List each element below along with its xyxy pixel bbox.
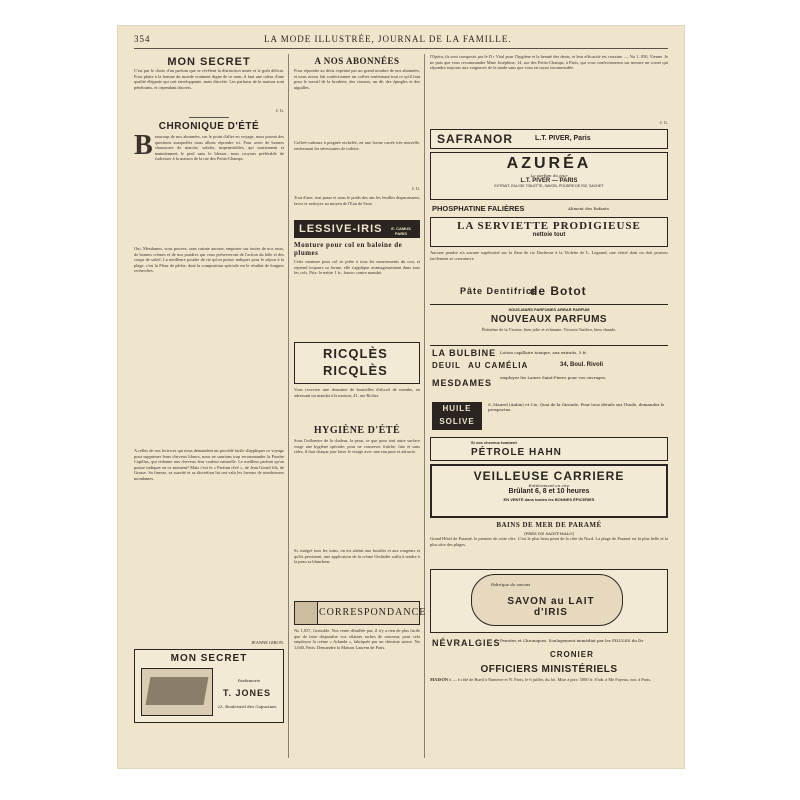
chronique-signature: JEANNE GIRON. [251,640,284,645]
journal-title: LA MODE ILLUSTRÉE, JOURNAL DE LA FAMILLE. [264,34,512,44]
ad-subtitle: Parfumerie [237,678,261,683]
nevralgies-text: Pensées et Chroniques. Soulagement immédiat par les PILULES du Dr [500,638,644,643]
maison-label: MAISON [430,677,449,682]
maison-listing [430,677,668,697]
serviette-tagline: nettoie tout [532,232,566,238]
monture-text: Cette monture pour col se prête à tous les mouvements du cou, et reprend toujours sa forme, elle s'applique avantageusement dans tous les cols. Prix: le mètre 1 fr., franco contre mandat. [294,259,420,276]
azurea-maker: L.T. PIVER — PARIS [520,178,578,184]
correspondance-text: No 1,037, Grenoble. Nos vente détaillée pas, il n'y a rien de plus facile que de faire disparaître vos vilaines taches de rousseur, pour cela employez la crème « Arlanda », fabriquée par un chimiste suisse. No 1,040, Paris. Demandez la Maison Laurent de Paris. [294,628,420,650]
column-2 [294,54,427,758]
botot-tagline: SOUS-MARS PARFUMES ARRAR PARFUM [508,307,590,312]
nouveaux-parfums-heading: NOUVEAUX PARFUMS [490,314,608,325]
maison-text: à — à côté de Rueil à Nanterre et N. Paris, le 6 juillet, du lot. Mise à prix: 5000 fr. S'adr. à Me Fayeux, not. à Paris. [449,677,652,682]
ad-brand-name: T. JONES [222,688,271,698]
safranor-maker: L.T. PIVER, Paris [535,135,591,142]
lessive-iris-ad [294,220,420,238]
col3-top-signature: J. G. [659,120,668,125]
azurea-ad [430,152,668,200]
chronique-paragraph-2: Oui, Mesdames, vous pouvez, sans crainte aucune, emporter sur toutes de nos eaux, de bonnes crèmes et de nos poudres qui vous préserveront de l'action du hâle et des coups de soleil. La meilleure poudre de riz qu'on puisse indiquer pour le séjour à la plage, c'est la Fleur de pêche, dont la composition spéciale est le résultat de longues recherches. [134,246,284,274]
lessive-maker: E. CAMUS PARIS [391,226,411,236]
petrole-hahn-ad [430,437,668,461]
page-number: 354 [134,34,151,44]
phosphatine-tagline: Aliment des Enfants [568,206,609,211]
azurea-tagline: Le parfum du jour [530,173,568,178]
ad-title: MON SECRET [170,653,248,664]
nouveaux-parfums-text: Ébénéine de la Viorine, bien jolie et éclatante, Victoria Tardive, bien chaude. [481,327,617,332]
mon-secret-text: C'est par le choix d'un parfum que se révèlent la distinction innée et le goût délicat. Pour plaire à la femme du monde vraiment digne de ce nom, il faut une odeur d'une qualité élégante qui soit enveloppante, mais discrète. Les parfums de la maison sont pénétrants, et cependant discrets. [134,68,284,90]
mesdames-label: MESDAMES [432,378,493,388]
ricqles-line-1: RICQLÈS [323,346,388,361]
savon-brand: SAVON au LAIT d'IRIS [507,596,595,618]
hygiene-heading: HYGIÈNE D'ÉTÉ [313,425,401,436]
hygiene-paragraph-2: Si, malgré tous les soins, on est atteint aux hostiles et aux rougeurs et qu'ils persistent, une application de la crème Orchidée suffit à rendre à la peau sa blancheur. [294,548,420,565]
bulbine-text: Lotion capillaire tonique, aux extraits, 5 fr. [500,350,587,355]
perfume-box-illustration [141,668,213,716]
mon-secret-heading: MON SECRET [167,56,251,68]
huile-text: S. Maurel (Aubin) et Cie, Quai de la Gironde. Pour tous détails sur l'huile, demandez le prospectus. [488,402,665,412]
azurea-products: EXTRAIT, EAU DE TOILETTE, SAVON, POUDRE DE RIZ, SACHET [494,184,604,188]
ricqles-line-2: RICQLÈS [323,363,388,378]
serviette-ad [430,217,668,247]
newspaper-page [118,26,684,768]
deuil-brand: AU CAMÉLIA [468,361,529,370]
column-3 [430,54,668,758]
col3-top-text: l'Opéra; ils sont composés par le D r Vital pour l'hygiène et la beauté des dents, et leur efficacité est certaine. — No 1, 050, Vienne. Je ne puis que vous recommander Mme Joséphine, 14, rue des Petits-Champs, à Paris, qui vous confectionnera sur mesure un corset qui répondra toujours aux exigences de la mode sans que vous en soyez incommodée. [430,54,668,71]
veilleuse-tagline: Entièrement en cire [528,483,570,488]
deuil-ad [430,360,668,372]
page-header [134,32,668,49]
abonnees-paragraph-1: Pour répondre au désir exprimé par un grand nombre de nos abonnées, et nous avons fait confectionner un coffret renfermant tout ce qu'il faut pour le travail de la broderie, des ciseaux, un dé, des épingles et des aiguilles. [294,68,420,90]
bulbine-ad [430,345,668,360]
column-rule-1 [288,54,289,758]
hygiene-paragraph-1: Sous l'influence de la chaleur, la peau, ce que pour tout autre surface exige une hygiène spéciale; pour ne conserver fraîche, fine et sans rides, il faut chaque jour laver le visage avec une eau pure et adoucie. [294,438,420,455]
serviette-text: Aucune poudre n'a aucune supériorité sur la fleur de riz Duchesse à la Violette de L. Legrand, une vérité dont on doit pouvoir facilement se convaincre. [430,250,668,261]
officiers-heading: OFFICIERS MINISTÉRIELS [480,664,618,675]
chronique-heading: CHRONIQUE D'ÉTÉ [158,121,260,132]
botot-brand: de Botot [530,284,587,298]
serviette-brand: LA SERVIETTE PRODIGIEUSE [457,220,641,232]
botot-label: Pâte Dentifrice [460,286,539,296]
correspondance-heading: CORRESPONDANCE [319,607,427,618]
botot-ad [430,282,668,305]
mon-secret-ad [134,649,284,723]
nevralgies-brand: NÉVRALGIES [432,638,501,648]
bains-heading: BAINS DE MER DE PARAMÉ [496,521,602,529]
quill-ornament [295,602,318,624]
ricqles-ad [294,342,420,384]
savon-maker: Fabrique de savons [491,582,531,587]
nevralgies-maker: CRONIER [550,650,594,659]
deuil-address: 34, Boul. Rivoli [560,362,604,368]
monture-heading: Monture pour col en baleine de plumes [294,241,403,257]
mesdames-text: employez les Laines Saint-Pierre pour vos ouvrages. [500,375,607,380]
divider [189,117,229,118]
petrole-tagline: Si vos cheveux tombent [471,440,517,445]
huile-brand: HUILE SOLIVE [432,402,482,430]
drop-cap: B [134,134,153,161]
chronique-paragraph-3: A celles de nos lectrices qui nous demandent un procédé facile d'appliquer ce voyage pour supprimer leurs cheveux blancs, nous ne saurions trop recommander la Poudre Capillus, qui redonne aux cheveux leur couleur naturelle. Le meilleur parfum qu'on puisse indiquer en ce moment? Mais c'est le « Parfum rêvé », de Jean Girard fils, de Grasse. Sa finesse, sa suavité et sa discrétion lui ont valu les faveurs de nombreuses mondaines. [134,448,284,481]
savon-lait-iris-ad [430,569,668,633]
nevralgies-ad [430,636,668,662]
correspondance-banner [294,601,427,625]
ricqles-text: Vous recevrez une douzaine de bouteilles d'alcool de menthe, en adressant un mandat à la maison, 41, rue Richer. [294,387,420,398]
azurea-brand: AZURÉA [506,155,592,172]
lessive-brand: LESSIVE-IRIS [299,223,383,235]
bains-text: Grand Hôtel de Paramé, le premier de cette côte. C'est le plus beau point de la côte du Nord. La plage de Paramé est la plus belle et la plus sûre des plages. [430,536,668,547]
deuil-label: DEUIL [432,361,461,370]
mesdames-ad [430,372,668,400]
veilleuse-hours: Brûlant 6, 8 et 10 heures [508,488,590,495]
mon-secret-signature: J. G. [275,108,284,113]
column-rule-2 [424,54,425,758]
ad-address: 23, Boulevard des Capucines [217,704,277,709]
veilleuse-ad [430,464,668,518]
lessive-note: Tout d'une, tout passe et nous le poids des ans les feuilles disparaissent; lavez et nettoyez au moyen de l'Eau de Saxe. [294,195,420,206]
chronique-paragraph-1: Beaucoup de nos abonnées, sur le point d'aller en voyage, nous posent des questions auxquelles nous allons répondre ici. Pour avoir de bonnes chaussures de marche, solides, imperméables, qui soutiennent et maintiennent le pied sans le blesser, nous croyons préférable de s'adresser à la maison de la rue des Petits-Champs. [134,134,284,162]
petrole-brand: PÉTROLE HAHN [471,447,562,458]
phosphatine-brand: PHOSPHATINE FALIÈRES [432,204,525,213]
abonnees-paragraph-2: Coffret-cadeaux à poignée nickelée, en une forme carrée très nouvelle, renfermant les nécessaires de toilette. [294,140,420,151]
bulbine-brand: LA BULBINE [432,348,497,358]
abonnees-signature: J. G. [411,186,420,191]
safranor-brand: SAFRANOR [437,132,513,146]
veilleuse-brand: VEILLEUSE CARRIERE [473,469,625,483]
huile-ad [430,400,668,434]
bains-subtitle: (PRÈS DE SAINT-MALO) [523,531,575,536]
veilleuse-note: EN VENTE dans toutes les BONNES ÉPICERIES [503,497,595,502]
safranor-ad [430,129,668,149]
phosphatine-ad [430,203,668,214]
column-1 [134,54,284,758]
abonnees-heading: A NOS ABONNÉES [314,56,400,66]
